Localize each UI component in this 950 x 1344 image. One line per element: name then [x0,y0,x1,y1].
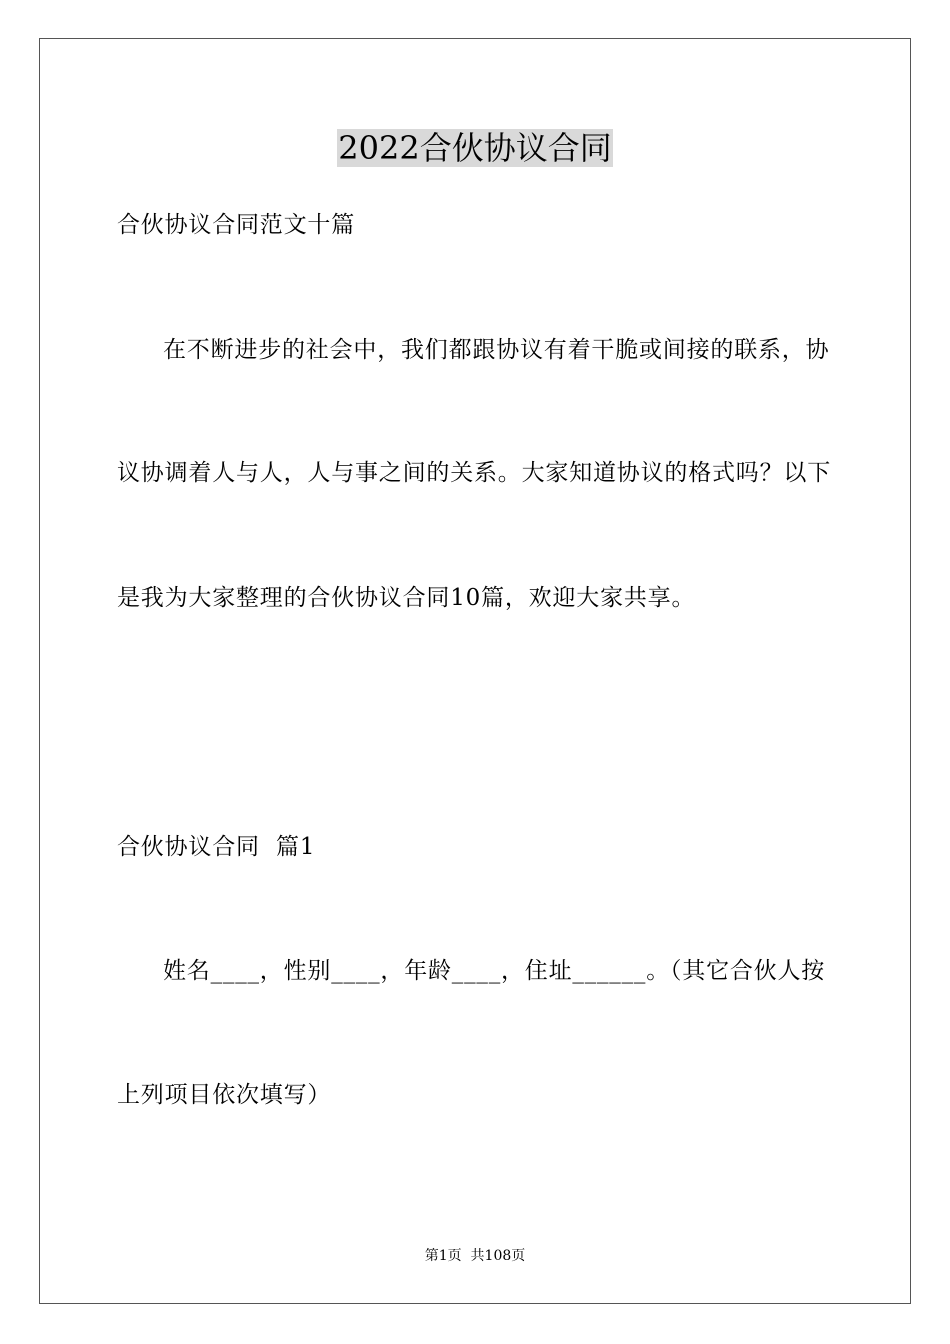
document-title-text: 2022合伙协议合同 [338,129,612,167]
intro-paragraph-line-2: 议协调着人与人，人与事之间的关系。大家知道协议的格式吗？以下 [117,460,831,486]
body-paragraph-line-2: 上列项目依次填写） [117,1082,332,1108]
section-heading: 合伙协议合同 篇1 [117,834,316,860]
page-footer: 第1页 共108页 [424,1248,526,1264]
intro-paragraph-line-1: 在不断进步的社会中，我们都跟协议有着干脆或间接的联系，协 [163,337,830,363]
intro-paragraph-line-3: 是我为大家整理的合伙协议合同10篇，欢迎大家共享。 [117,585,696,611]
body-paragraph-line-1: 姓名____，性别____，年龄____，住址______。（其它合伙人按 [163,958,826,984]
document-title [0,126,950,170]
document-subtitle: 合伙协议合同范文十篇 [117,212,355,238]
